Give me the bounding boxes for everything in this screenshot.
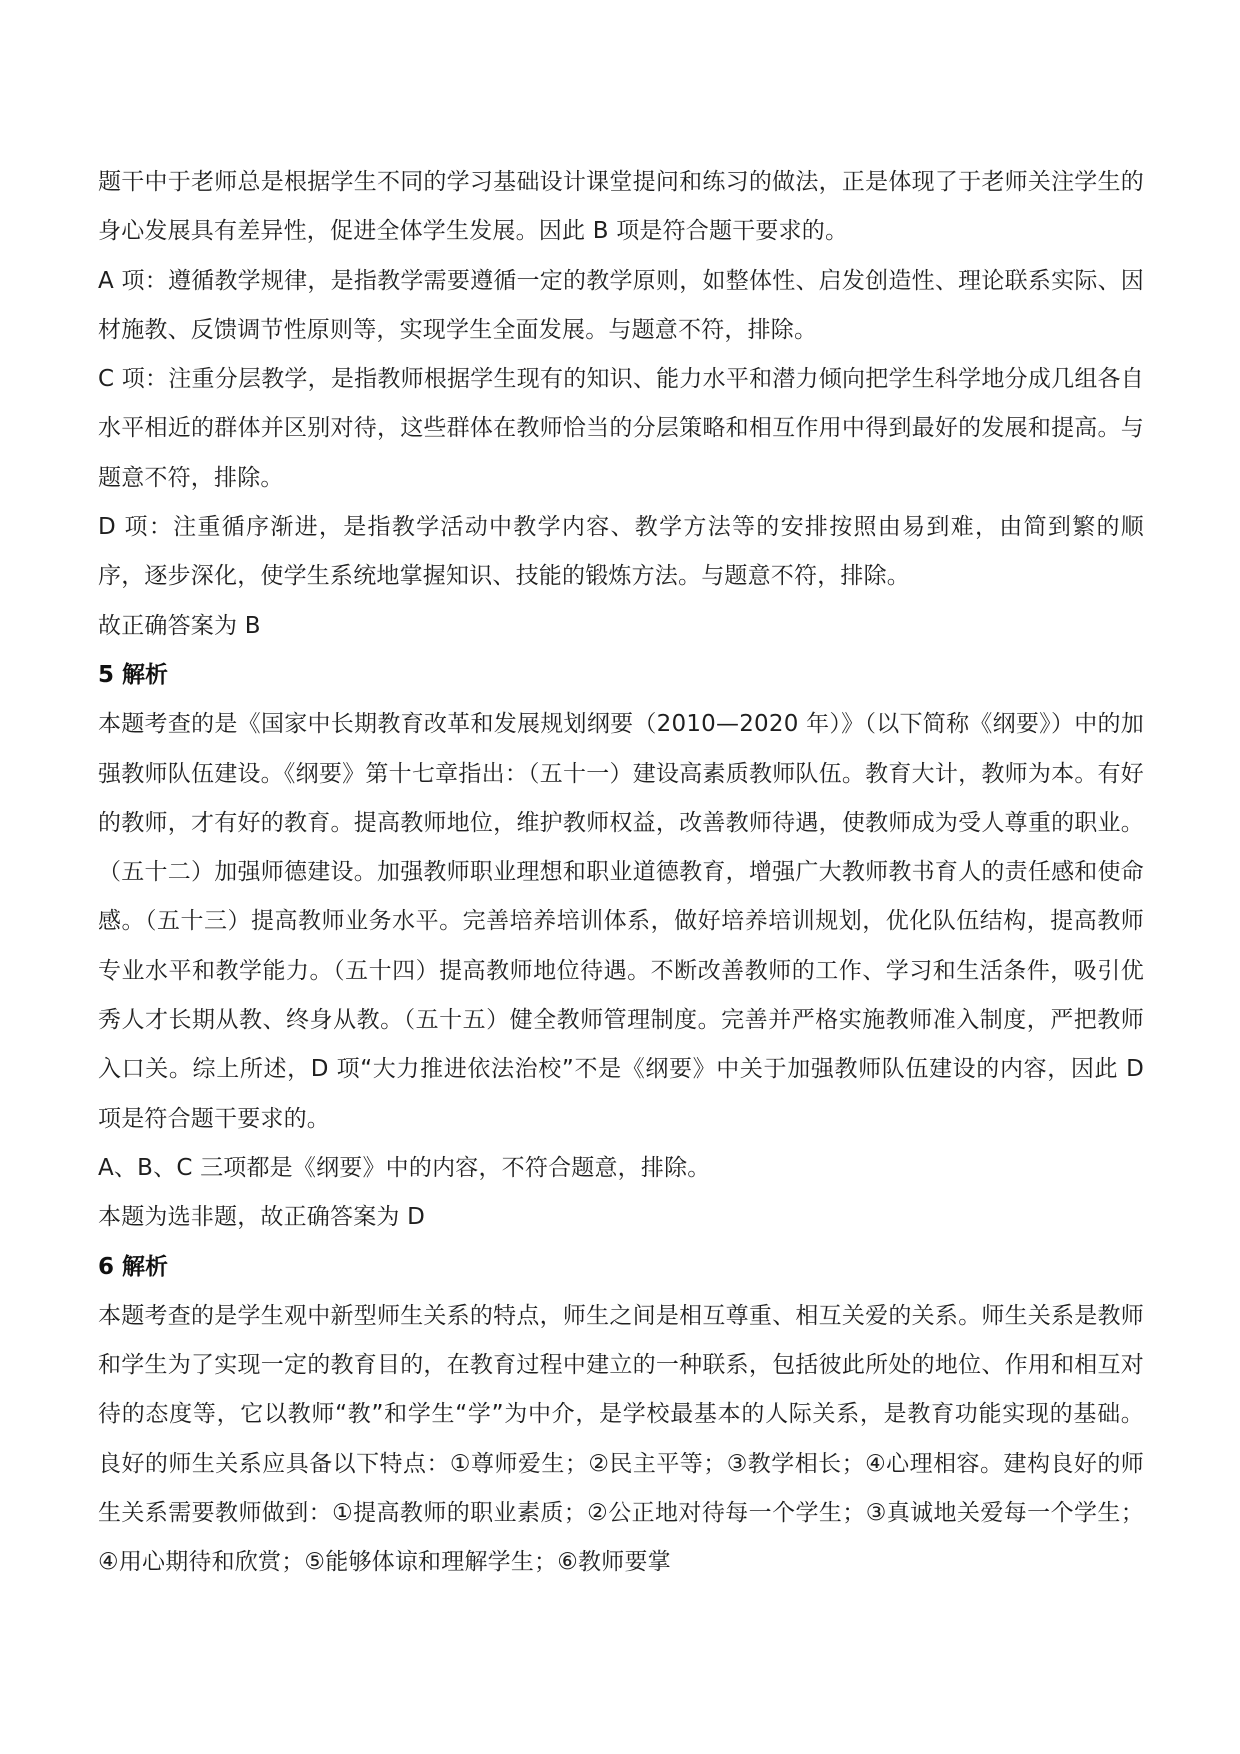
section4-intro-paragraph: 题干中于老师总是根据学生不同的学习基础设计课堂提问和练习的做法，正是体现了于老师关注学生的身心发展具有差异性，促进全体学生发展。因此 B 项是符合题干要求的。 [98, 169, 1144, 245]
section4-option-c-paragraph: C 项：注重分层教学，是指教师根据学生现有的知识、能力水平和潜力倾向把学生科学地分成几组各自水平相近的群体并区别对待，这些群体在教师恰当的分层策略和相互作用中得到最好的发展和提高。与题意不符，排除。 [98, 366, 1144, 491]
document-page [98, 158, 1144, 1588]
section6-heading: 6 解析 [98, 1253, 169, 1280]
section4-option-d-paragraph: D 项：注重循序渐进，是指教学活动中教学内容、教学方法等的安排按照由易到难，由简到繁的顺序，逐步深化，使学生系统地掌握知识、技能的锻炼方法。与题意不符，排除。 [98, 514, 1144, 590]
section5-others-paragraph: A、B、C 三项都是《纲要》中的内容，不符合题意，排除。 [98, 1154, 711, 1181]
section6-body-paragraph: 本题考查的是学生观中新型师生关系的特点，师生之间是相互尊重、相互关爱的关系。师生关系是教师和学生为了实现一定的教育目的，在教育过程中建立的一种联系，包括彼此所处的地位、作用和相互对待的态度等，它以教师“教”和学生“学”为中介，是学校最基本的人际关系，是教育功能实现的基础。良好的师生关系应具备以下特点：①尊师爱生；②民主平等；③教学相长；④心理相容。建构良好的师生关系需要教师做到：①提高教师的职业素质；②公正地对待每一个学生；③真诚地关爱每一个学生；④用心期待和欣赏；⑤能够体谅和理解学生；⑥教师要掌 [98, 1302, 1144, 1576]
section4-answer: 故正确答案为 B [98, 612, 261, 639]
section5-answer: 本题为选非题，故正确答案为 D [98, 1204, 426, 1231]
section4-option-a-paragraph: A 项：遵循教学规律，是指教学需要遵循一定的教学原则，如整体性、启发创造性、理论联系实际、因材施教、反馈调节性原则等，实现学生全面发展。与题意不符，排除。 [98, 267, 1144, 343]
section5-heading: 5 解析 [98, 661, 169, 688]
section5-body-paragraph: 本题考查的是《国家中长期教育改革和发展规划纲要（2010—2020 年）》（以下简称《纲要》）中的加强教师队伍建设。《纲要》第十七章指出：（五十一）建设高素质教师队伍。教育大计，教师为本。有好的教师，才有好的教育。提高教师地位，维护教师权益，改善教师待遇，使教师成为受人尊重的职业。（五十二）加强师德建设。加强教师职业理想和职业道德教育，增强广大教师教书育人的责任感和使命感。（五十三）提高教师业务水平。完善培养培训体系，做好培养培训规划，优化队伍结构，提高教师专业水平和教学能力。（五十四）提高教师地位待遇。不断改善教师的工作、学习和生活条件，吸引优秀人才长期从教、终身从教。（五十五）健全教师管理制度。完善并严格实施教师准入制度，严把教师入口关。综上所述，D 项“大力推进依法治校”不是《纲要》中关于加强教师队伍建设的内容，因此 D 项是符合题干要求的。 [98, 711, 1144, 1132]
